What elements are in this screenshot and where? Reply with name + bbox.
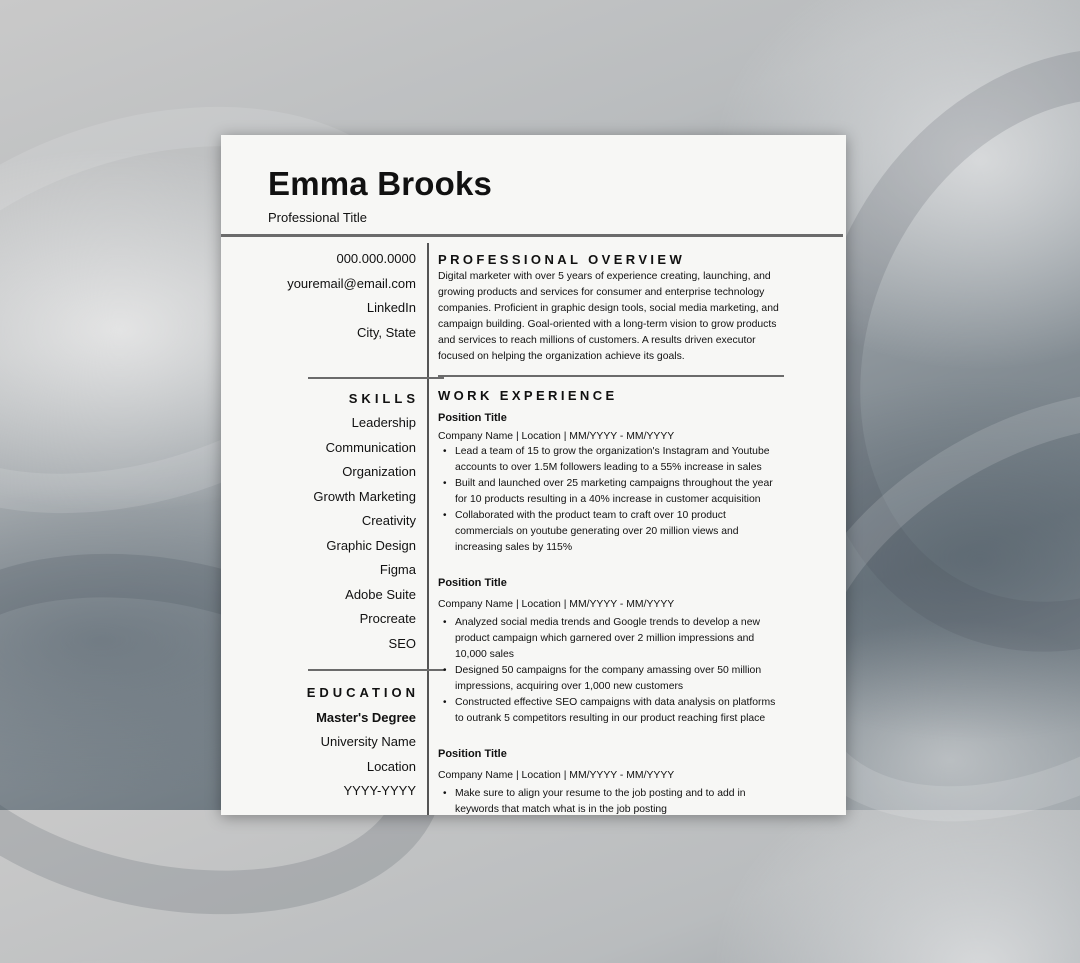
job-bullet: • Collaborated with the product team to craft over 10 product commercials on youtube generating over 20 million views and increasing sales by 115% bbox=[438, 508, 783, 556]
education-heading: EDUCATION bbox=[306, 685, 419, 700]
skill-item: Adobe Suite bbox=[345, 587, 416, 602]
section-divider bbox=[438, 375, 784, 377]
overview-text: Digital marketer with over 5 years of experience creating, launching, and growing products and services for consumer and enterprise technology companies. Proficient in graphic design tools, social media marketing, and campaign building. Goal-oriented with a long-term vision to grow products and services to reach millions of customers. A results driven executor focused on helping the organization achieve its goals. bbox=[438, 271, 779, 362]
resume-name: Emma Brooks bbox=[268, 165, 493, 202]
job-position-title: Position Title bbox=[438, 412, 507, 424]
overview-heading: PROFESSIONAL OVERVIEW bbox=[438, 252, 686, 267]
skill-item: Communication bbox=[325, 440, 416, 455]
skill-item: Organization bbox=[342, 464, 416, 479]
job-bullets bbox=[438, 615, 783, 727]
job-bullets bbox=[438, 444, 783, 556]
education-location: Location bbox=[366, 759, 416, 774]
sidebar-divider bbox=[308, 669, 444, 671]
skill-item: Procreate bbox=[359, 611, 416, 626]
header-divider bbox=[221, 234, 843, 237]
contact-email: youremail@email.com bbox=[287, 276, 416, 291]
job-bullet: • Constructed effective SEO campaigns with data analysis on platforms to outrank 5 competitors resulting in our product reaching first place bbox=[438, 695, 783, 727]
work-experience-heading: WORK EXPERIENCE bbox=[438, 388, 618, 403]
job-position-title: Position Title bbox=[438, 748, 507, 760]
job-position-title: Position Title bbox=[438, 577, 507, 589]
contact-location: City, State bbox=[356, 325, 416, 340]
sidebar-divider bbox=[308, 377, 444, 379]
job-bullets bbox=[438, 786, 783, 815]
education-degree: Master's Degree bbox=[316, 710, 416, 725]
job-bullet: • Designed 50 campaigns for the company amassing over 50 million impressions, acquiring over 1,000 new customers bbox=[438, 663, 783, 695]
education-university: University Name bbox=[320, 734, 416, 749]
job-bullet: • Built and launched over 25 marketing campaigns throughout the year for 10 products resulting in a 40% increase in customer acquisition bbox=[438, 476, 783, 508]
skills-heading: SKILLS bbox=[348, 391, 419, 406]
skill-item: Figma bbox=[379, 562, 416, 577]
skill-item: Graphic Design bbox=[326, 538, 416, 553]
skill-item: Growth Marketing bbox=[313, 489, 416, 504]
professional-title: Professional Title bbox=[268, 210, 367, 225]
column-divider bbox=[427, 243, 429, 815]
skill-item: Creativity bbox=[361, 513, 416, 528]
job-bullet: • Lead a team of 15 to grow the organization's Instagram and Youtube accounts to over 1.5M followers leading to a 55% increase in sales bbox=[438, 444, 783, 476]
job-company-line: Company Name | Location | MM/YYYY - MM/YYYY bbox=[438, 431, 675, 442]
job-bullet: • Analyzed social media trends and Google trends to develop a new product campaign which garnered over 2 million impressions and 10,000 sales bbox=[438, 615, 783, 663]
skill-item: Leadership bbox=[351, 415, 416, 430]
contact-phone: 000.000.0000 bbox=[336, 251, 416, 266]
skill-item: SEO bbox=[388, 636, 416, 651]
resume-page bbox=[221, 135, 846, 815]
contact-linkedin: LinkedIn bbox=[366, 300, 416, 315]
job-bullet: • Make sure to align your resume to the job posting and to add in keywords that match what is in the job posting bbox=[438, 786, 783, 815]
job-company-line: Company Name | Location | MM/YYYY - MM/YYYY bbox=[438, 599, 675, 610]
education-dates: YYYY-YYYY bbox=[343, 783, 416, 798]
job-company-line: Company Name | Location | MM/YYYY - MM/YYYY bbox=[438, 770, 675, 781]
